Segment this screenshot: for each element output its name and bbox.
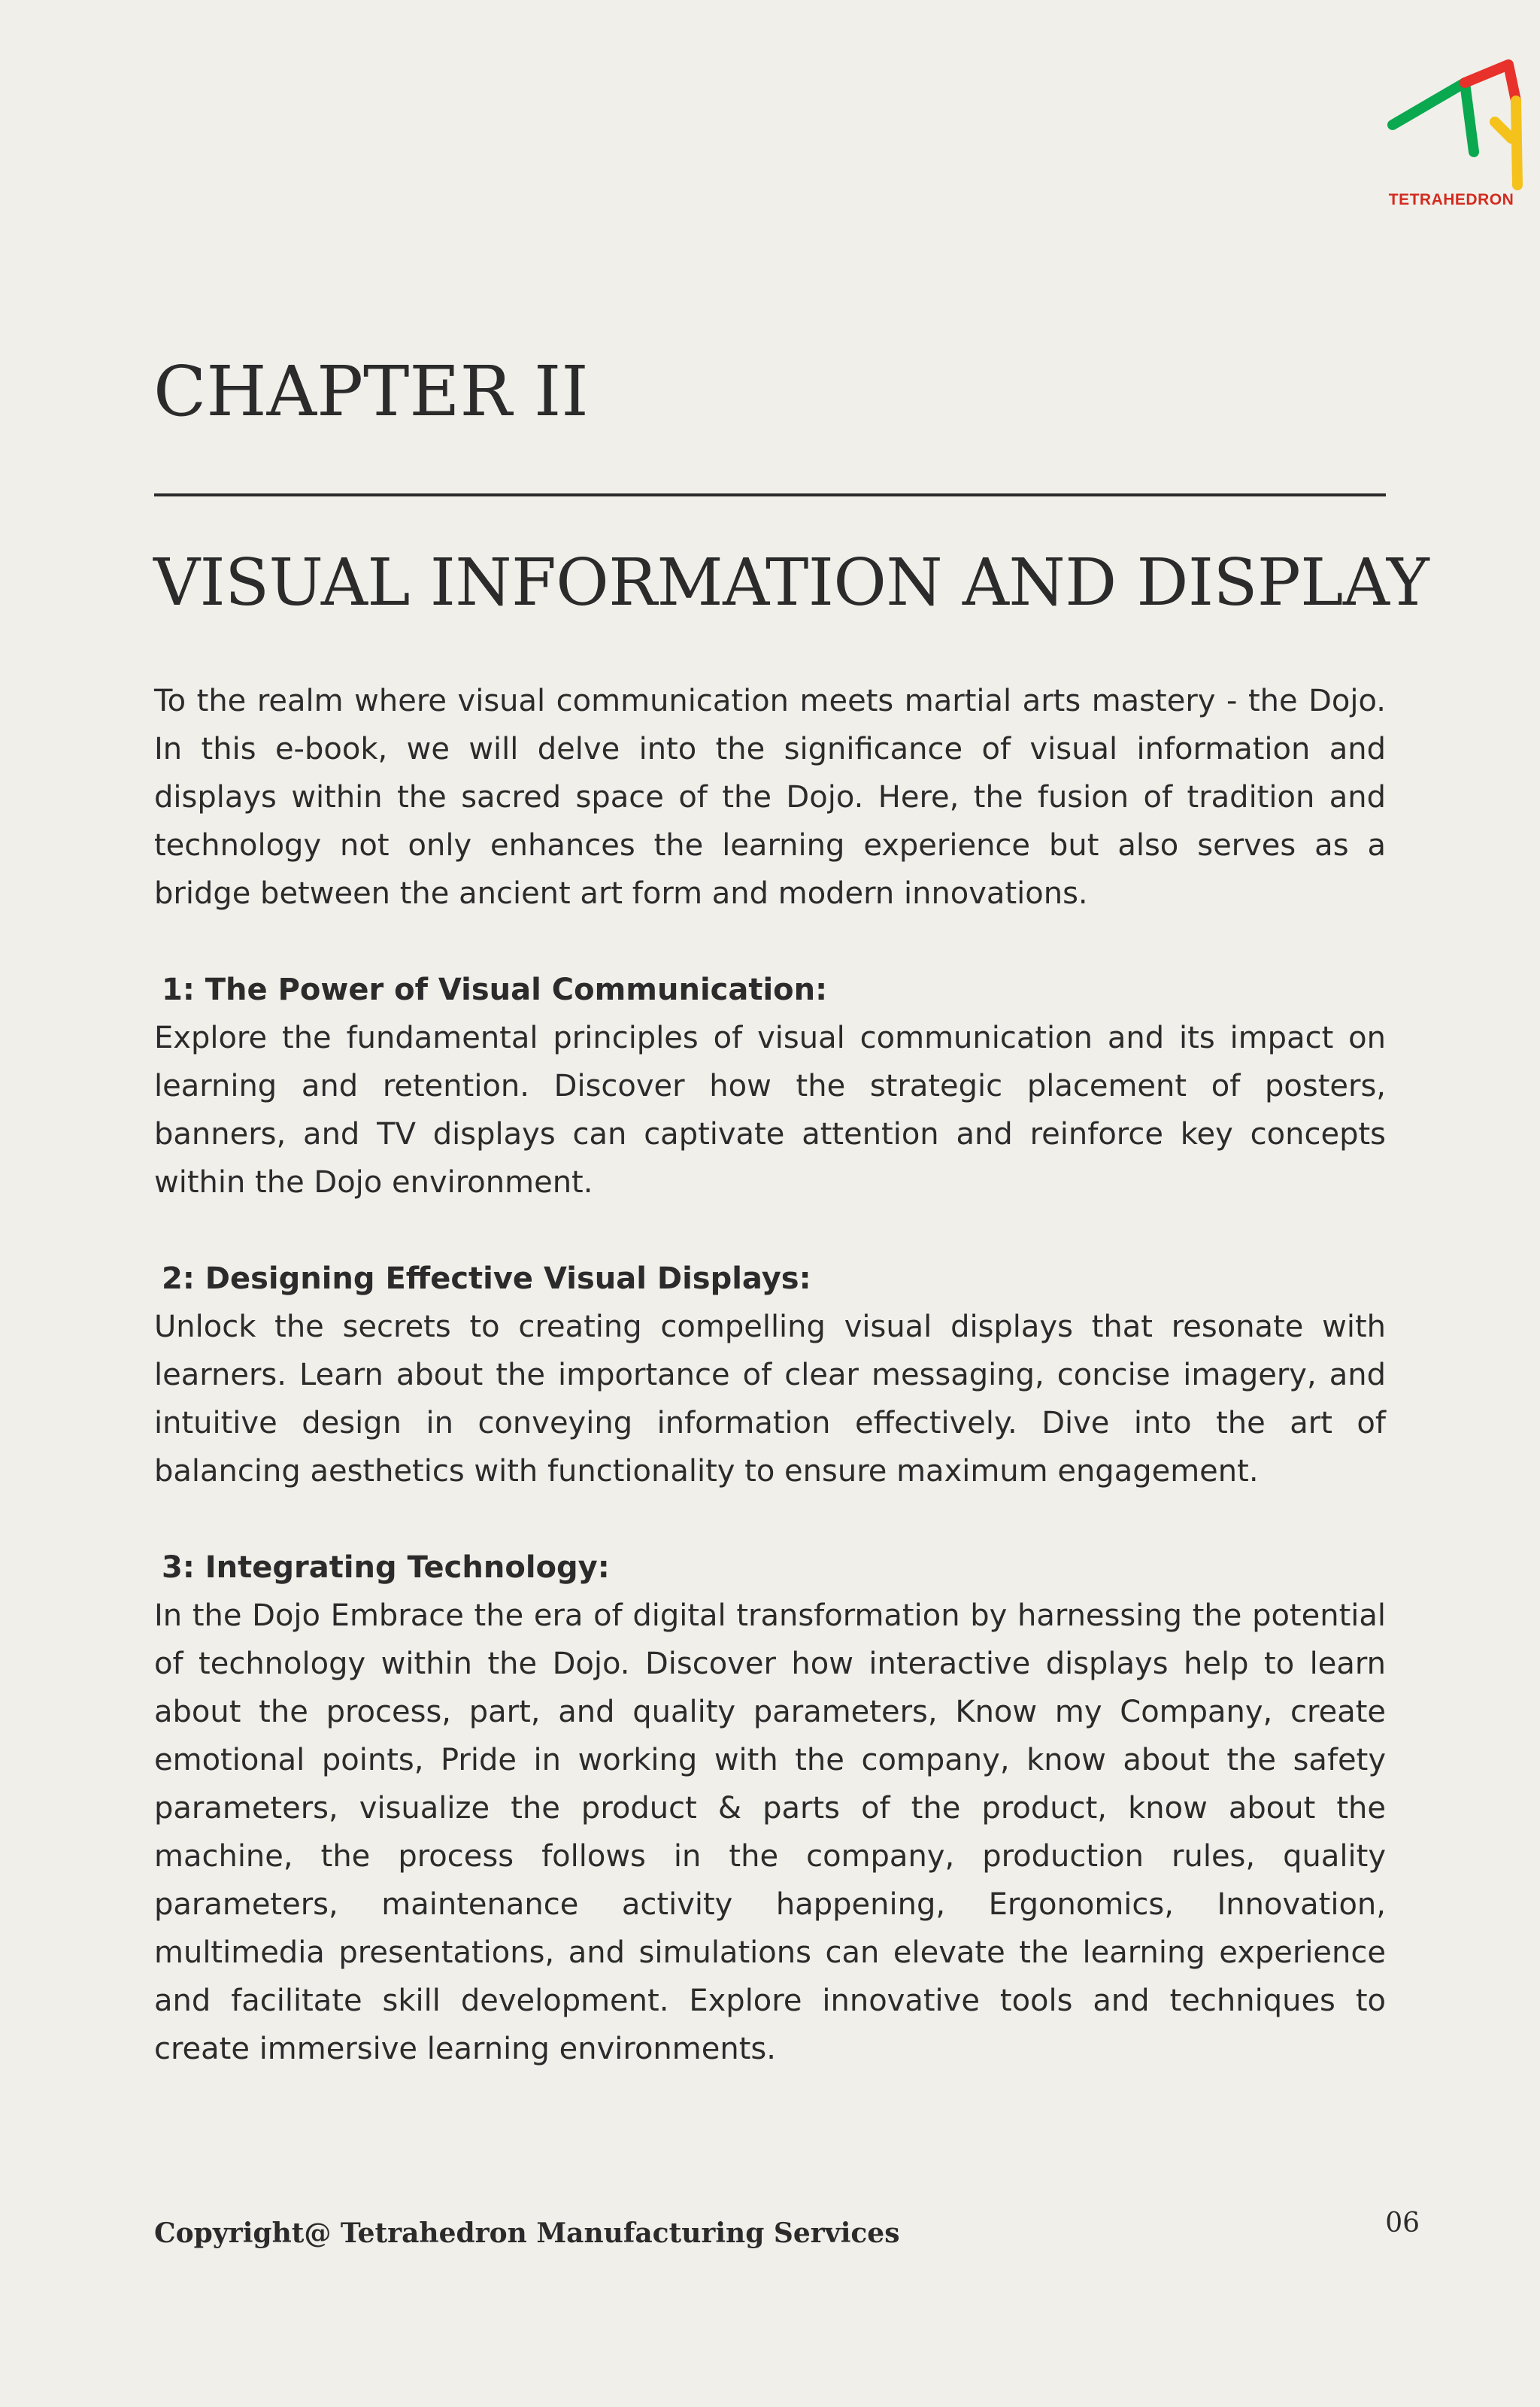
section-body: Explore the fundamental principles of visual communication and its impact on learning and retention. Discover how the strategic placement of posters, banners, and TV displays can captivate attention and reinforce key concepts within the Dojo environment.: [154, 1021, 1386, 1200]
section-heading: 1: The Power of Visual Communication:: [162, 973, 828, 1007]
section-integrating-technology: [154, 1543, 1386, 2073]
chapter-label: CHAPTER II: [153, 351, 589, 432]
footer-copyright: Copyright@ Tetrahedron Manufacturing Services: [154, 2217, 900, 2249]
section-heading: 2: Designing Effective Visual Displays:: [162, 1261, 811, 1296]
section-designing-displays: [154, 1255, 1386, 1495]
section-body: Unlock the secrets to creating compelling visual displays that resonate with learners. Learn about the importance of clear messaging, concise imagery, and intuitive design in conveying information effectively. Dive into the art of balancing aesthetics with functionality to ensure maximum engagement.: [154, 1310, 1386, 1489]
intro-paragraph: To the realm where visual communication meets martial arts mastery - the Dojo. In this e-book, we will delve into the significance of visual information and displays within the sacred space of the Dojo. Here, the fusion of tradition and technology not only enhances the learning experience but also serves as a bridge between the ancient art form and modern innovations.: [154, 684, 1386, 911]
page-number: 06: [1385, 2208, 1420, 2239]
tetrahedron-logo: [1376, 51, 1526, 217]
body-content: [154, 677, 1386, 2073]
title-divider: [154, 493, 1386, 496]
logo-text: TETRAHEDRON: [1388, 191, 1514, 208]
section-body: In the Dojo Embrace the era of digital transformation by harnessing the potential of technology within the Dojo. Discover how interactive displays help to learn about the process, part, and quality parameters, Know my Company, create emotional points, Pride in working with the company, know about the safety parameters, visualize the product & parts of the product, know about the machine, the process follows in the company, production rules, quality parameters, maintenance activity happening, Ergonomics, Innovation, multimedia presentations, and simulations can elevate the learning experience and facilitate skill development. Explore innovative tools and techniques to create immersive learning environments.: [154, 1598, 1386, 2066]
tetrahedron-logo-icon: [1376, 51, 1526, 194]
section-visual-communication: [154, 966, 1386, 1207]
section-heading: 3: Integrating Technology:: [162, 1550, 610, 1585]
page-title: VISUAL INFORMATION AND DISPLAY: [153, 545, 1429, 621]
